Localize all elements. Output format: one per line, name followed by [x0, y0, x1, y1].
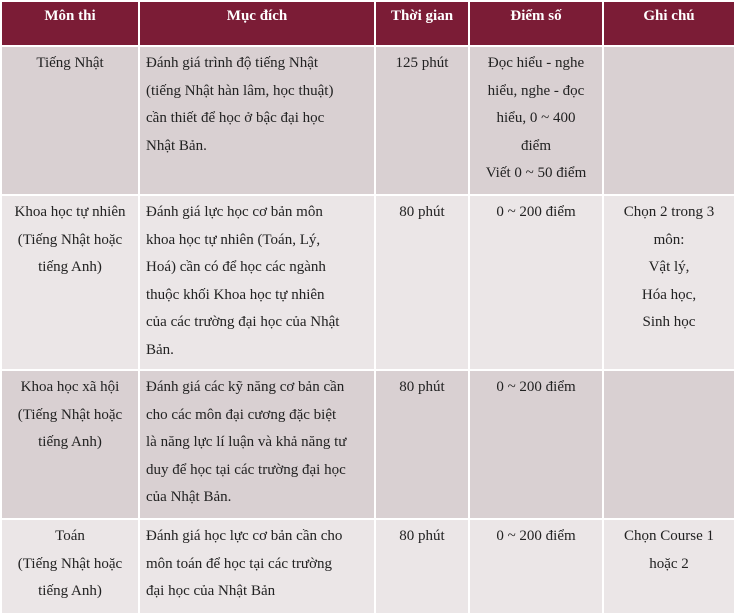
purpose-cell: Đánh giá trình độ tiếng Nhật (tiếng Nhật hàn lâm, học thuật) cần thiết để học ở bậc đại học Nhật Bản. [140, 47, 374, 194]
time-cell: 80 phút [376, 520, 468, 613]
header-purpose: Mục đích [140, 2, 374, 45]
header-subject: Môn thi [2, 2, 138, 45]
purpose-cell: Đánh giá học lực cơ bản cần cho môn toán để học tại các trường đại học của Nhật Bản [140, 520, 374, 613]
table-row [2, 520, 734, 613]
table-row [2, 196, 734, 369]
time-cell: 125 phút [376, 47, 468, 194]
note-cell: Chọn 2 trong 3 môn: Vật lý, Hóa học, Sinh học [604, 196, 734, 369]
score-cell: 0 ~ 200 điểm [470, 520, 602, 613]
table-row [2, 371, 734, 518]
header-note: Ghi chú [604, 2, 734, 45]
note-cell: Chọn Course 1 hoặc 2 [604, 520, 734, 613]
purpose-cell: Đánh giá các kỹ năng cơ bản cần cho các môn đại cương đặc biệt là năng lực lí luận và khả năng tư duy để học tại các trường đại học của Nhật Bản. [140, 371, 374, 518]
subject-cell: Toán (Tiếng Nhật hoặc tiếng Anh) [2, 520, 138, 613]
note-cell [604, 47, 734, 194]
time-cell: 80 phút [376, 196, 468, 369]
purpose-cell: Đánh giá lực học cơ bản môn khoa học tự nhiên (Toán, Lý, Hoá) cần có để học các ngành thuộc khối Khoa học tự nhiên của các trường đại học của Nhật Bản. [140, 196, 374, 369]
time-cell: 80 phút [376, 371, 468, 518]
subject-cell: Khoa học tự nhiên (Tiếng Nhật hoặc tiếng Anh) [2, 196, 138, 369]
subject-cell: Tiếng Nhật [2, 47, 138, 194]
header-row [2, 2, 734, 45]
score-cell: 0 ~ 200 điểm [470, 196, 602, 369]
score-cell: 0 ~ 200 điểm [470, 371, 602, 518]
header-time: Thời gian [376, 2, 468, 45]
note-cell [604, 371, 734, 518]
header-score: Điểm số [470, 2, 602, 45]
subject-cell: Khoa học xã hội (Tiếng Nhật hoặc tiếng Anh) [2, 371, 138, 518]
table-row [2, 47, 734, 194]
score-cell: Đọc hiểu - nghe hiểu, nghe - đọc hiểu, 0 ~ 400 điểm Viết 0 ~ 50 điểm [470, 47, 602, 194]
